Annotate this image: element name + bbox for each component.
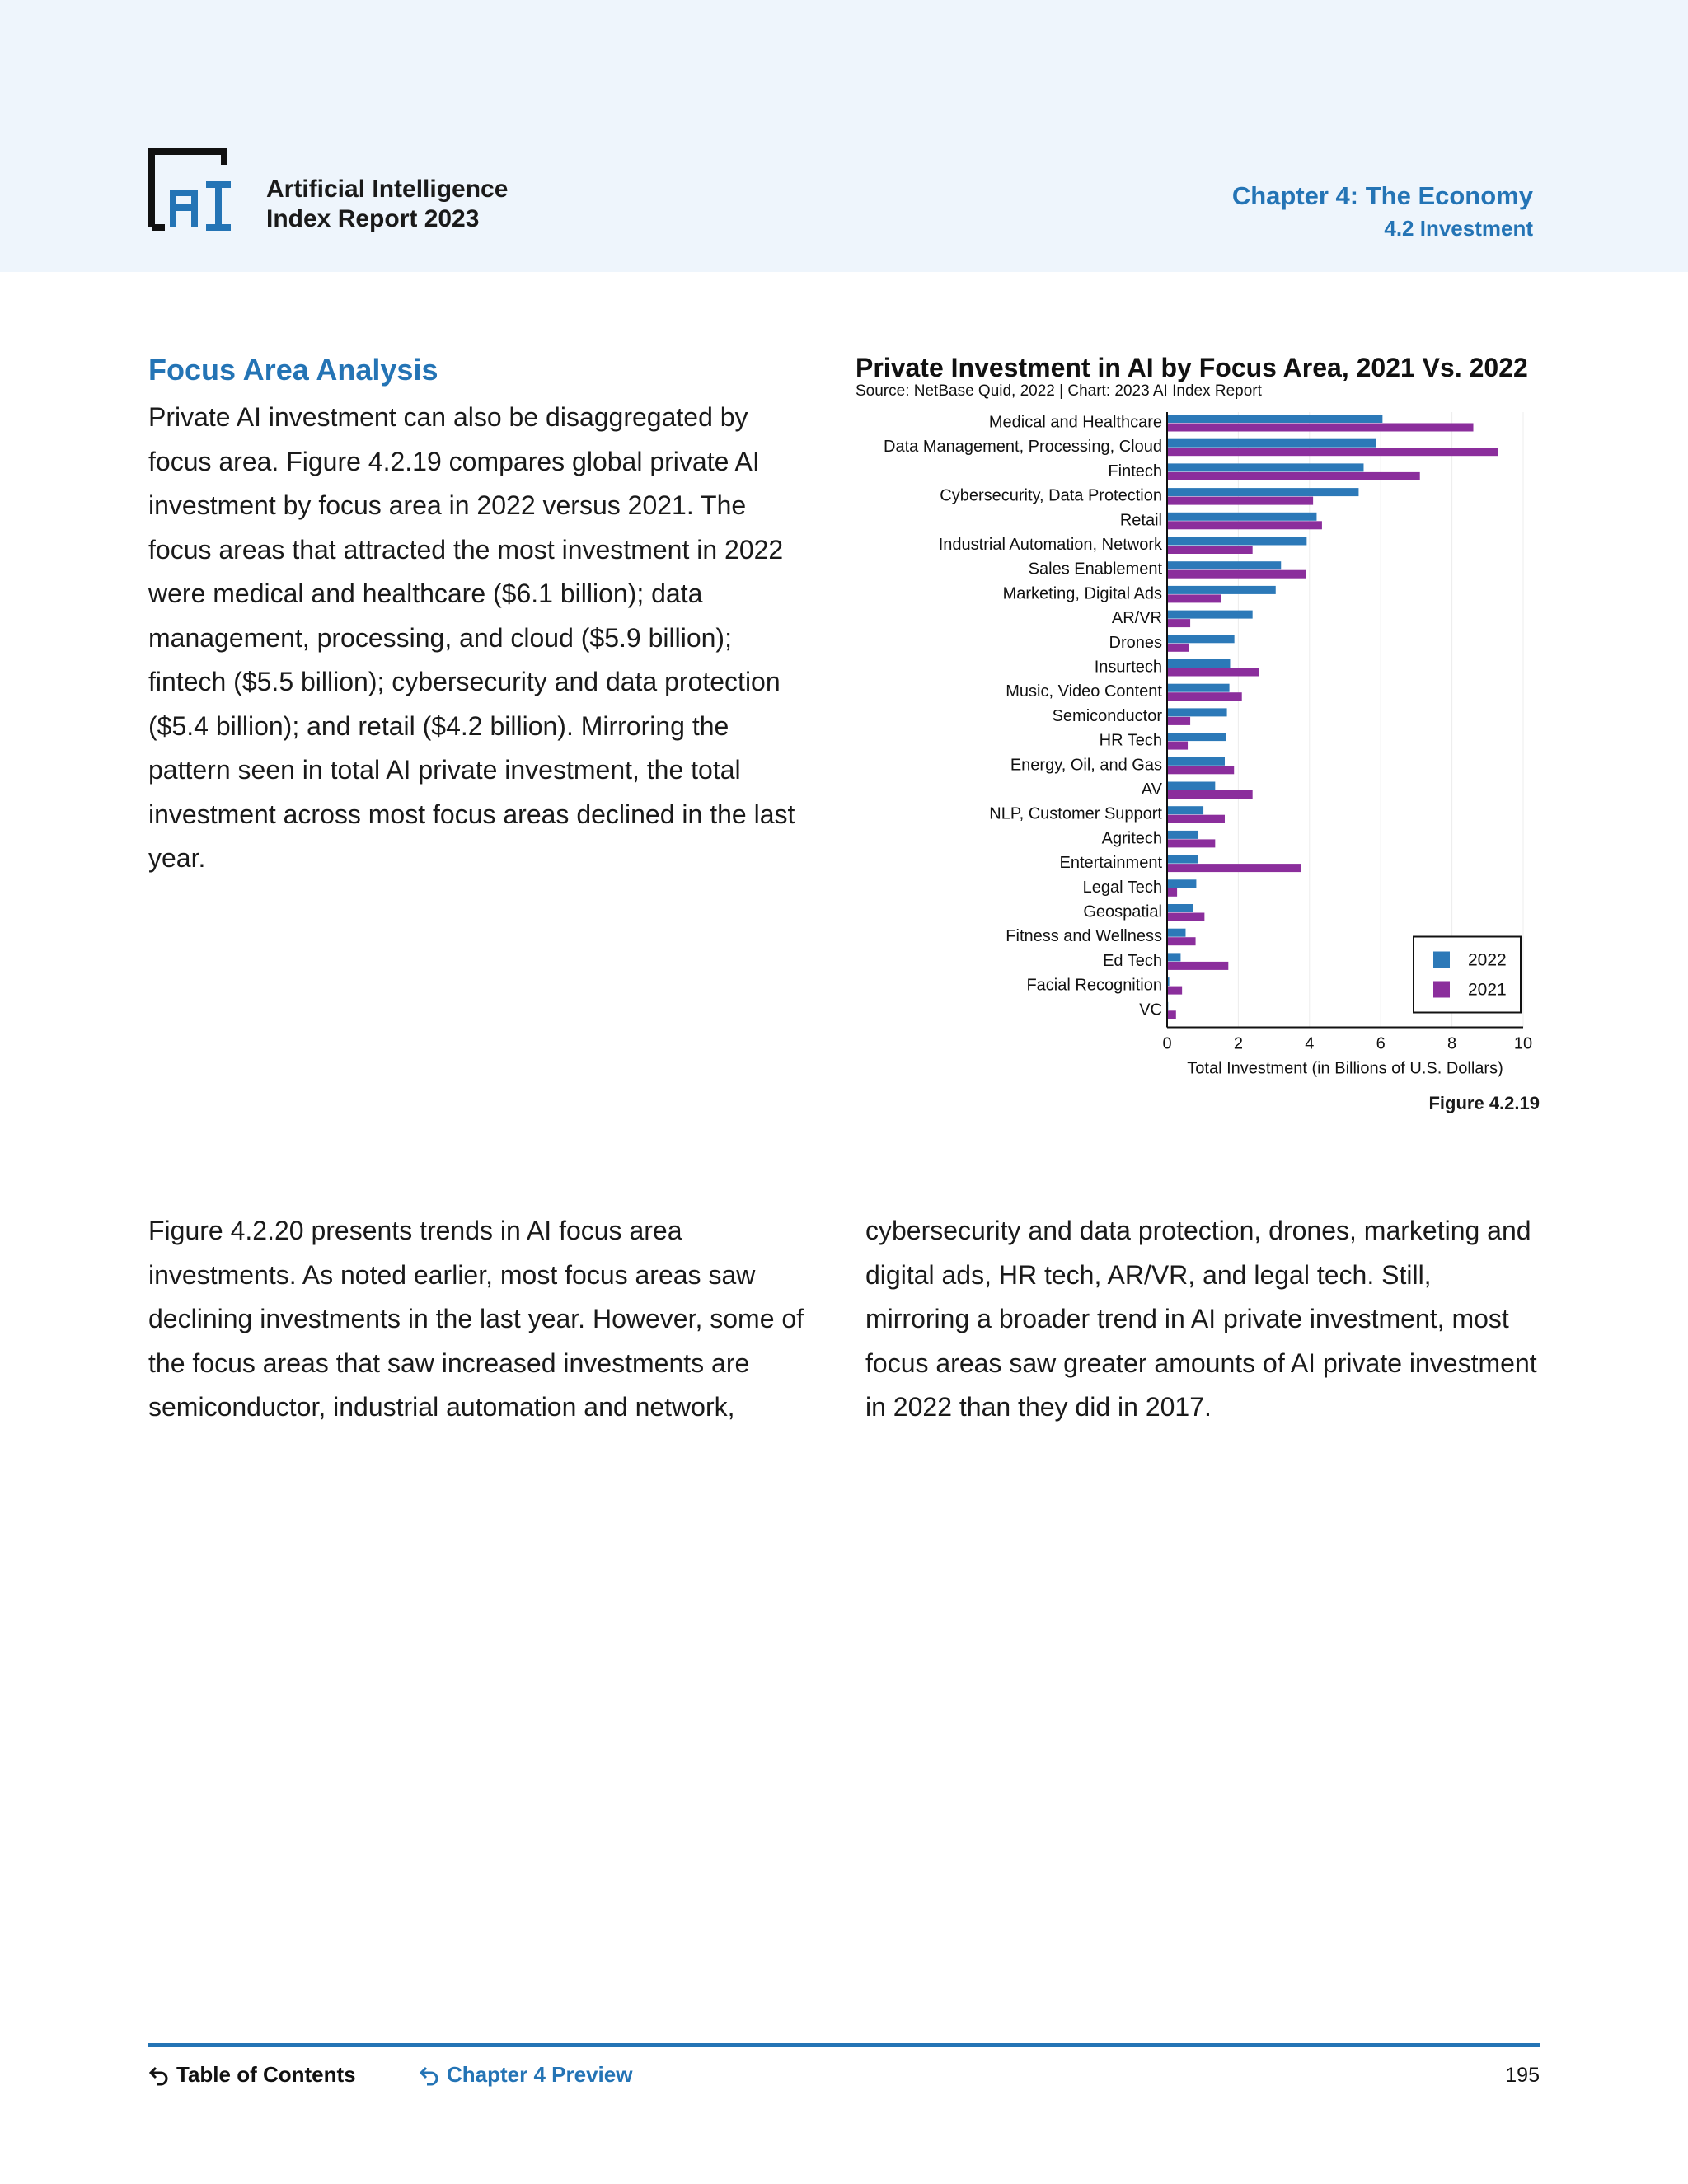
category-label: Fitness and Wellness <box>1006 927 1162 946</box>
bar-2022 <box>1167 782 1215 790</box>
category-label: Semiconductor <box>1052 706 1162 725</box>
category-label: AR/VR <box>1111 609 1162 628</box>
x-tick-label: 8 <box>1447 1034 1457 1053</box>
legend-label-2021: 2021 <box>1468 980 1507 1000</box>
report-title-line2: Index Report 2023 <box>266 205 480 232</box>
category-label: Facial Recognition <box>1026 976 1162 995</box>
x-tick-label: 6 <box>1376 1034 1386 1053</box>
bar-2022 <box>1167 929 1185 937</box>
category-label: NLP, Customer Support <box>989 804 1162 823</box>
bar-2022 <box>1167 561 1281 569</box>
bar-2021 <box>1167 521 1322 529</box>
bar-2021 <box>1167 570 1306 579</box>
legend-box <box>1414 937 1521 1013</box>
bar-2022 <box>1167 488 1358 496</box>
category-label: Sales Enablement <box>1028 560 1162 579</box>
paragraph-focus-area <box>148 396 808 881</box>
category-label: AV <box>1141 780 1162 799</box>
bar-2022 <box>1167 439 1376 448</box>
bar-2021 <box>1167 766 1234 774</box>
category-label: Data Management, Processing, Cloud <box>884 438 1162 457</box>
chapter-preview-label[interactable]: Chapter 4 Preview <box>447 2062 633 2087</box>
category-label: Agritech <box>1101 829 1162 848</box>
x-tick-label: 4 <box>1305 1034 1315 1053</box>
legend-swatch-2021 <box>1433 982 1450 998</box>
chart-title: Private Investment in AI by Focus Area, 2021 Vs. 2022 <box>856 353 1528 382</box>
paragraph-trends-right <box>865 1209 1541 1430</box>
category-label: VC <box>1139 1001 1162 1019</box>
bar-2022 <box>1167 733 1226 741</box>
bar-2022 <box>1167 904 1193 912</box>
bar-2021 <box>1167 668 1259 677</box>
bar-2022 <box>1167 855 1198 864</box>
return-arrow-icon <box>148 2064 170 2086</box>
bar-2021 <box>1167 594 1221 602</box>
category-label: Ed Tech <box>1103 951 1162 970</box>
bar-2022 <box>1167 635 1235 643</box>
paragraph-2-text: Figure 4.2.20 presents trends in AI focus area investments. As noted earlier, most focus areas saw declining investments in the last year. However, some of the focus areas that saw increased investments are semiconductor, industrial automation and network, <box>148 1216 804 1422</box>
category-label: Insurtech <box>1094 658 1162 677</box>
bar-2022 <box>1167 415 1382 423</box>
bar-2021 <box>1167 472 1420 480</box>
bar-2022 <box>1167 659 1230 668</box>
bar-2021 <box>1167 497 1313 505</box>
paragraph-3-text: cybersecurity and data protection, drones, marketing and digital ads, HR tech, AR/VR, and legal tech. Still, mirroring a broader trend in AI private investment, most focus areas saw greater amounts of AI private investment in 2022 than they did in 2017. <box>865 1216 1537 1422</box>
bar-2022 <box>1167 831 1198 839</box>
category-label: Geospatial <box>1083 902 1162 921</box>
category-label: Drones <box>1109 633 1162 652</box>
bar-2021 <box>1167 864 1301 872</box>
category-label: Retail <box>1119 511 1162 530</box>
bar-2022 <box>1167 757 1225 766</box>
bar-2021 <box>1167 546 1253 554</box>
category-label: Industrial Automation, Network <box>938 536 1162 554</box>
figure-label: Figure 4.2.19 <box>1428 1093 1540 1113</box>
bar-2022 <box>1167 537 1306 546</box>
bar-2021 <box>1167 815 1225 823</box>
category-label: Fintech <box>1108 462 1162 480</box>
report-title-line1: Artificial Intelligence <box>266 176 509 203</box>
bar-2021 <box>1167 962 1228 970</box>
bar-2021 <box>1167 913 1204 921</box>
category-label: Energy, Oil, and Gas <box>1010 756 1162 775</box>
bar-2021 <box>1167 742 1188 750</box>
bar-2021 <box>1167 937 1196 945</box>
bar-2021 <box>1167 888 1177 897</box>
report-title <box>266 175 508 234</box>
category-label: Entertainment <box>1059 854 1162 873</box>
bar-2021 <box>1167 424 1474 432</box>
section-heading: Focus Area Analysis <box>148 353 438 387</box>
page-number: 195 <box>1505 2064 1540 2087</box>
category-label: Medical and Healthcare <box>988 413 1162 432</box>
ai-index-logo <box>148 148 239 231</box>
category-label: Music, Video Content <box>1006 682 1162 701</box>
legend-swatch-2022 <box>1433 952 1450 968</box>
bar-2022 <box>1167 463 1363 471</box>
bar-2022 <box>1167 611 1253 619</box>
category-label: HR Tech <box>1099 731 1162 750</box>
x-tick-label: 0 <box>1162 1034 1172 1053</box>
bar-2022 <box>1167 708 1227 716</box>
toc-label[interactable]: Table of Contents <box>176 2062 356 2087</box>
bar-2022 <box>1167 513 1316 521</box>
bar-2022 <box>1167 953 1180 961</box>
bar-2022 <box>1167 806 1203 814</box>
x-tick-label: 2 <box>1233 1034 1243 1053</box>
bar-2021 <box>1167 619 1190 627</box>
bar-2022 <box>1167 879 1196 888</box>
category-label: Cybersecurity, Data Protection <box>940 486 1162 505</box>
bar-2022 <box>1167 586 1276 594</box>
chapter-preview-link[interactable] <box>419 2062 632 2088</box>
bar-2021 <box>1167 1010 1176 1019</box>
legend-label-2022: 2022 <box>1468 950 1507 970</box>
chapter-title[interactable]: Chapter 4: The Economy <box>1231 181 1533 210</box>
bar-2021 <box>1167 448 1498 456</box>
section-label[interactable]: 4.2 Investment <box>1384 216 1533 241</box>
bar-2022 <box>1167 684 1230 692</box>
category-label: Marketing, Digital Ads <box>1002 584 1162 603</box>
x-tick-label: 10 <box>1513 1034 1533 1053</box>
chart-source: Source: NetBase Quid, 2022 | Chart: 2023 AI Index Report <box>856 382 1262 400</box>
bar-2021 <box>1167 987 1182 995</box>
bar-2021 <box>1167 790 1253 799</box>
paragraph-1-text: Private AI investment can also be disaggregated by focus area. Figure 4.2.19 compares global private AI investment by focus area in 2022 versus 2021. The focus areas that attracted the most investment in 2022 were medical and healthcare ($6.1 billion); data management, processing, and cloud ($5.9 billion); fintech ($5.5 billion); cybersecurity and data protection ($5.4 billion); and retail ($4.2 billion). Mirroring the pattern seen in total AI private investment, the total investment across most focus areas declined in the last year. <box>148 402 795 873</box>
paragraph-trends-left <box>148 1209 808 1430</box>
return-arrow-icon <box>419 2064 440 2086</box>
table-of-contents-link[interactable] <box>148 2062 356 2088</box>
category-label: Legal Tech <box>1082 878 1162 897</box>
bar-2021 <box>1167 839 1215 847</box>
bar-2021 <box>1167 644 1189 652</box>
footer-rule <box>148 2043 1540 2047</box>
focus-area-bar-chart <box>849 404 1550 1080</box>
bar-2021 <box>1167 717 1190 725</box>
x-axis-title: Total Investment (in Billions of U.S. Dollars) <box>1187 1059 1503 1078</box>
bar-2021 <box>1167 692 1242 701</box>
